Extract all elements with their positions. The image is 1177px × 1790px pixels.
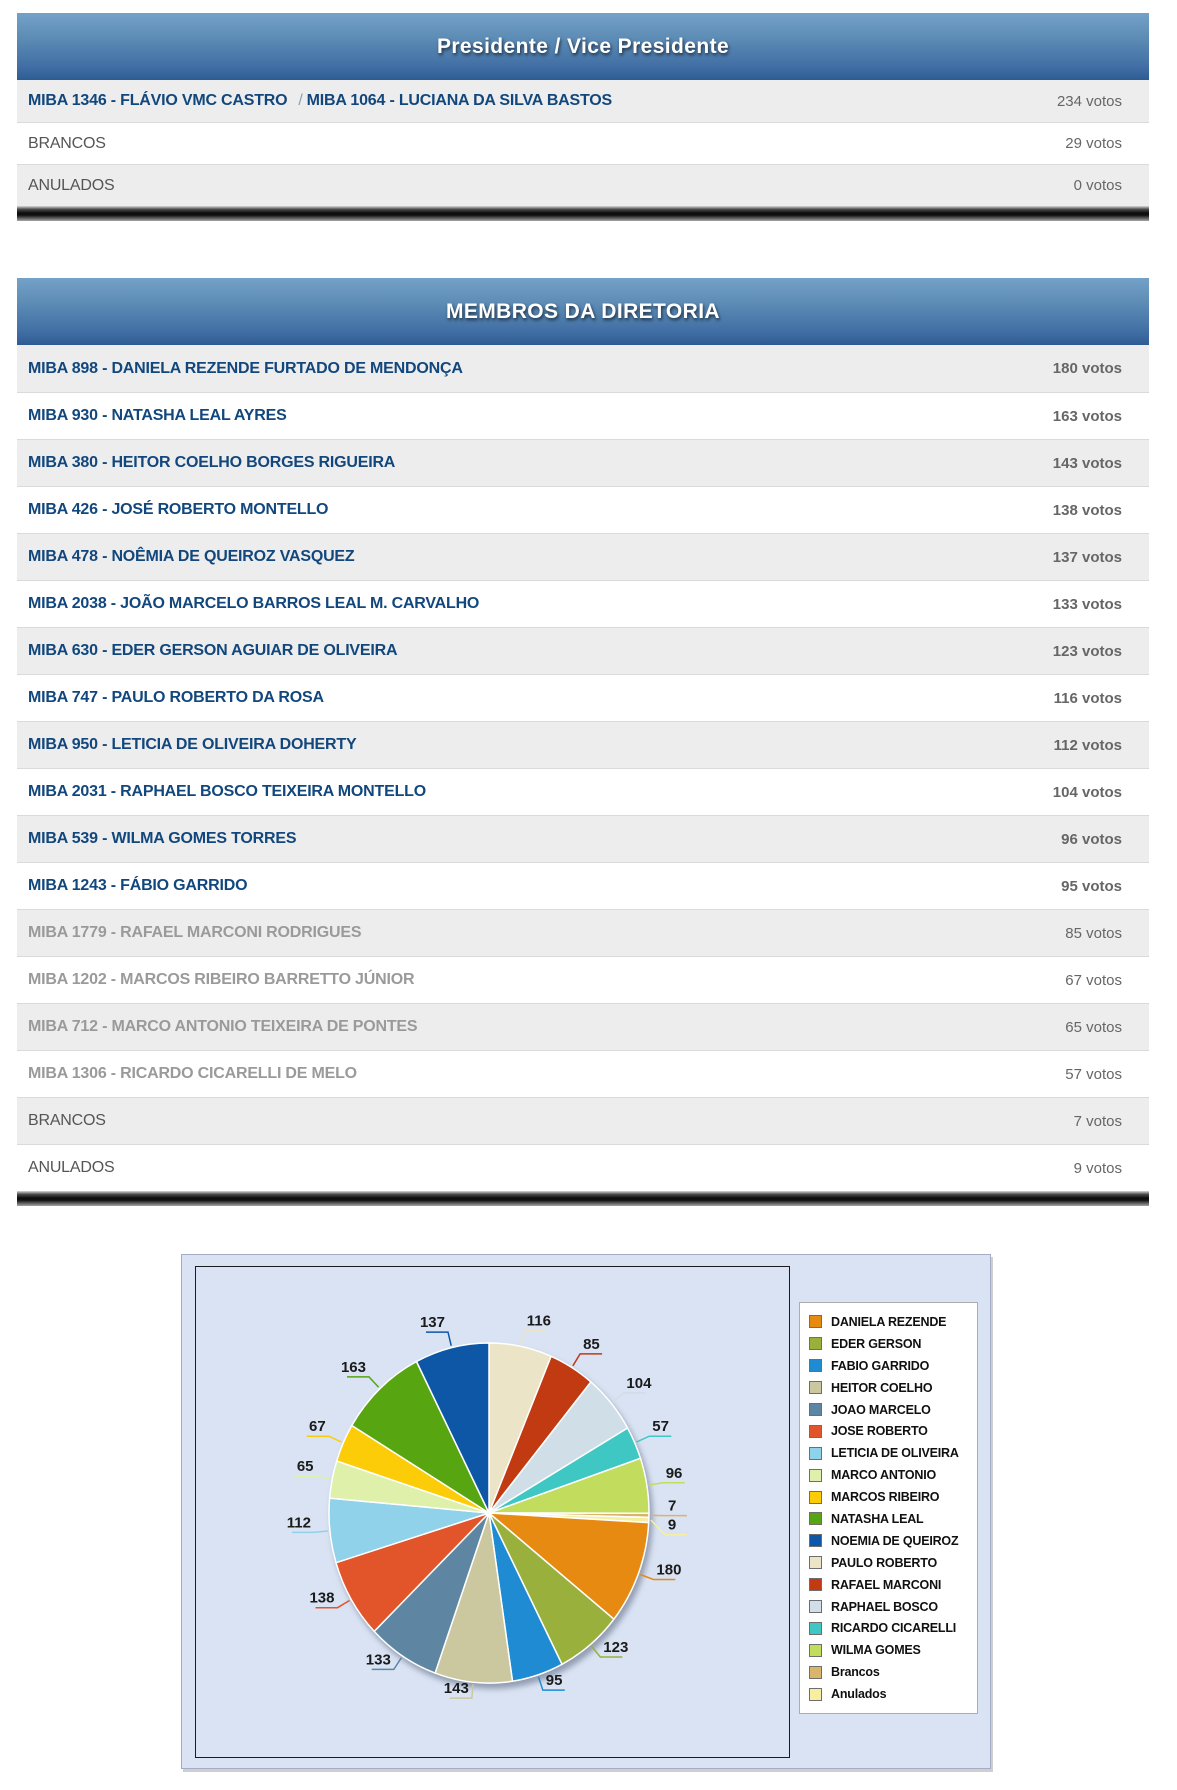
legend-item	[809, 1596, 973, 1618]
legend-color-swatch	[809, 1644, 822, 1657]
pie-slice-label: 116	[527, 1313, 551, 1330]
candidate-name: MIBA 2038 - JOÃO MARCELO BARROS LEAL M. CARVALHO	[17, 595, 479, 613]
candidate-name: MIBA 1243 - FÁBIO GARRIDO	[17, 877, 247, 895]
legend-label: PAULO ROBERTO	[831, 1556, 937, 1570]
pie-slice-label: 138	[309, 1590, 334, 1607]
result-row	[17, 1003, 1149, 1050]
result-row	[17, 627, 1149, 674]
result-row	[17, 533, 1149, 580]
votes-value: 163 votos	[1053, 408, 1149, 425]
legend-item	[809, 1399, 973, 1421]
legend-label: DANIELA REZENDE	[831, 1315, 946, 1329]
legend-color-swatch	[809, 1425, 822, 1438]
result-row	[17, 768, 1149, 815]
legend-label: Brancos	[831, 1665, 880, 1679]
votes-value: 85 votos	[1065, 925, 1149, 942]
legend-color-swatch	[809, 1600, 822, 1613]
legend-color-swatch	[809, 1622, 822, 1635]
legend-label: EDER GERSON	[831, 1337, 921, 1351]
votes-value: 0 votos	[1074, 177, 1149, 194]
legend-label: JOSE ROBERTO	[831, 1424, 928, 1438]
legend-color-swatch	[809, 1315, 822, 1328]
board-members-table	[17, 278, 1149, 1206]
legend-color-swatch	[809, 1469, 822, 1482]
board-table-rows	[17, 345, 1149, 1191]
pie-slice-label: 133	[366, 1651, 391, 1668]
legend-item	[809, 1377, 973, 1399]
result-label: ANULADOS	[17, 1159, 114, 1177]
pie-slice-label: 112	[287, 1514, 311, 1531]
legend-color-swatch	[809, 1688, 822, 1701]
legend-item	[809, 1420, 973, 1442]
legend-color-swatch	[809, 1556, 822, 1569]
legend-color-swatch	[809, 1359, 822, 1372]
votes-value: 65 votos	[1065, 1019, 1149, 1036]
pie-label-callout	[613, 1393, 646, 1402]
results-pie-chart-panel	[181, 1254, 991, 1769]
legend-label: RICARDO CICARELLI	[831, 1621, 956, 1635]
votes-value: 116 votos	[1054, 690, 1149, 707]
pie-slice-label: 67	[309, 1418, 326, 1435]
votes-value: 29 votos	[1065, 135, 1149, 152]
legend-color-swatch	[809, 1447, 822, 1460]
votes-value: 138 votos	[1053, 502, 1149, 519]
candidate-name: MIBA 1202 - MARCOS RIBEIRO BARRETTO JÚNIOR	[17, 971, 414, 989]
legend-color-swatch	[809, 1512, 822, 1525]
president-table-header	[17, 13, 1149, 80]
result-row	[17, 721, 1149, 768]
result-row	[17, 956, 1149, 1003]
pie-label-callout	[649, 1483, 685, 1485]
candidate-name: MIBA 426 - JOSÉ ROBERTO MONTELLO	[17, 501, 328, 519]
votes-value: 180 votos	[1053, 360, 1149, 377]
legend-label: FABIO GARRIDO	[831, 1359, 929, 1373]
pie-slice-label: 57	[652, 1418, 669, 1435]
legend-label: HEITOR COELHO	[831, 1381, 932, 1395]
votes-value: 234 votos	[1057, 93, 1149, 110]
result-row	[17, 164, 1149, 206]
result-row	[17, 392, 1149, 439]
pie-plot-area	[195, 1266, 790, 1758]
candidate-name: MIBA 1306 - RICARDO CICARELLI DE MELO	[17, 1065, 357, 1083]
candidate-name: MIBA 630 - EDER GERSON AGUIAR DE OLIVEIRA	[17, 642, 397, 660]
candidate-name: MIBA 1779 - RAFAEL MARCONI RODRIGUES	[17, 924, 361, 942]
result-row	[17, 862, 1149, 909]
legend-color-swatch	[809, 1403, 822, 1416]
legend-item	[809, 1617, 973, 1639]
pie-slice-label: 96	[666, 1465, 683, 1482]
votes-value: 7 votos	[1074, 1113, 1149, 1130]
candidate-name: MIBA 380 - HEITOR COELHO BORGES RIGUEIRA	[17, 454, 395, 472]
result-row	[17, 674, 1149, 721]
candidate-name: MIBA 898 - DANIELA REZENDE FURTADO DE MENDONÇA	[17, 360, 463, 378]
votes-value: 133 votos	[1053, 596, 1149, 613]
votes-value: 123 votos	[1053, 643, 1149, 660]
pie-label-callout	[347, 1377, 379, 1387]
votes-value: 112 votos	[1054, 737, 1149, 754]
legend-item	[809, 1311, 973, 1333]
votes-value: 95 votos	[1061, 878, 1149, 895]
pie-slice-label: 9	[668, 1517, 676, 1534]
votes-value: 96 votos	[1061, 831, 1149, 848]
legend-item	[809, 1355, 973, 1377]
legend-item	[809, 1486, 973, 1508]
candidate-name: MIBA 712 - MARCO ANTONIO TEIXEIRA DE PONTES	[17, 1018, 417, 1036]
legend-item	[809, 1574, 973, 1596]
board-table-header	[17, 278, 1149, 345]
candidate-name: MIBA 930 - NATASHA LEAL AYRES	[17, 407, 287, 425]
candidate-name: MIBA 747 - PAULO ROBERTO DA ROSA	[17, 689, 324, 707]
votes-value: 137 votos	[1053, 549, 1149, 566]
pie-slice-label: 104	[626, 1375, 652, 1392]
pie-slice-label: 163	[341, 1359, 366, 1376]
president-table-title: Presidente / Vice Presidente	[437, 35, 729, 59]
legend-color-swatch	[809, 1534, 822, 1547]
pie-slice-label: 123	[603, 1639, 628, 1656]
election-results-page	[0, 13, 1177, 1790]
legend-label: LETICIA DE OLIVEIRA	[831, 1446, 959, 1460]
pie-label-callout	[295, 1476, 331, 1479]
pie-label-callout	[426, 1332, 451, 1346]
legend-color-swatch	[809, 1337, 822, 1350]
legend-label: NOEMIA DE QUEIROZ	[831, 1534, 958, 1548]
legend-label: NATASHA LEAL	[831, 1512, 924, 1526]
result-row	[17, 439, 1149, 486]
result-row	[17, 1144, 1149, 1191]
legend-item	[809, 1552, 973, 1574]
president-table-rows	[17, 80, 1149, 206]
votes-value: 143 votos	[1053, 455, 1149, 472]
pie-slice-label: 137	[420, 1314, 445, 1331]
candidate-name: MIBA 950 - LETICIA DE OLIVEIRA DOHERTY	[17, 736, 356, 754]
result-label: ANULADOS	[17, 177, 114, 195]
legend-item	[809, 1508, 973, 1530]
votes-value: 104 votos	[1053, 784, 1149, 801]
chart-legend	[799, 1302, 978, 1714]
candidate-name: MIBA 2031 - RAPHAEL BOSCO TEIXEIRA MONTELLO	[17, 783, 426, 801]
legend-color-swatch	[809, 1491, 822, 1504]
pie-label-callout	[573, 1354, 602, 1366]
pie-label-callout	[637, 1436, 672, 1442]
legend-item	[809, 1683, 973, 1705]
result-label: BRANCOS	[17, 1112, 106, 1130]
result-row	[17, 815, 1149, 862]
legend-label: RAFAEL MARCONI	[831, 1578, 941, 1592]
pie-chart-svg	[196, 1267, 789, 1757]
president-table	[17, 13, 1149, 221]
result-row	[17, 486, 1149, 533]
legend-color-swatch	[809, 1381, 822, 1394]
pie-slice-label: 143	[444, 1680, 469, 1697]
legend-label: Anulados	[831, 1687, 886, 1701]
result-row	[17, 80, 1149, 122]
legend-color-swatch	[809, 1666, 822, 1679]
ticket-separator: /	[287, 92, 306, 110]
pie-slice-label: 7	[668, 1498, 676, 1515]
result-row	[17, 122, 1149, 164]
result-row	[17, 1050, 1149, 1097]
pie-label-callout	[521, 1331, 546, 1345]
legend-label: JOAO MARCELO	[831, 1403, 931, 1417]
table-shadow-bar	[17, 1191, 1149, 1206]
pie-slice-label: 65	[297, 1458, 314, 1475]
legend-item	[809, 1661, 973, 1683]
pie-label-callout	[307, 1436, 342, 1442]
legend-item	[809, 1530, 973, 1552]
pie-slice-label: 180	[656, 1562, 681, 1579]
board-table-title: MEMBROS DA DIRETORIA	[446, 300, 720, 324]
legend-label: MARCO ANTONIO	[831, 1468, 936, 1482]
votes-value: 57 votos	[1065, 1066, 1149, 1083]
candidate-name: MIBA 1346 - FLÁVIO VMC CASTRO	[17, 92, 287, 110]
result-row	[17, 580, 1149, 627]
legend-label: MARCOS RIBEIRO	[831, 1490, 939, 1504]
legend-item	[809, 1333, 973, 1355]
result-row	[17, 345, 1149, 392]
legend-item	[809, 1464, 973, 1486]
candidate-name: MIBA 478 - NOÊMIA DE QUEIROZ VASQUEZ	[17, 548, 354, 566]
legend-label: RAPHAEL BOSCO	[831, 1600, 938, 1614]
legend-label: WILMA GOMES	[831, 1643, 921, 1657]
result-row	[17, 1097, 1149, 1144]
candidate-name: MIBA 1064 - LUCIANA DA SILVA BASTOS	[307, 92, 612, 110]
legend-color-swatch	[809, 1578, 822, 1591]
result-label: BRANCOS	[17, 135, 106, 153]
legend-item	[809, 1639, 973, 1661]
pie-slice-label: 95	[546, 1672, 563, 1689]
result-row	[17, 909, 1149, 956]
table-shadow-bar	[17, 206, 1149, 221]
votes-value: 9 votos	[1074, 1160, 1149, 1177]
legend-item	[809, 1442, 973, 1464]
votes-value: 67 votos	[1065, 972, 1149, 989]
pie-slice-label: 85	[583, 1336, 600, 1353]
candidate-name: MIBA 539 - WILMA GOMES TORRES	[17, 830, 296, 848]
